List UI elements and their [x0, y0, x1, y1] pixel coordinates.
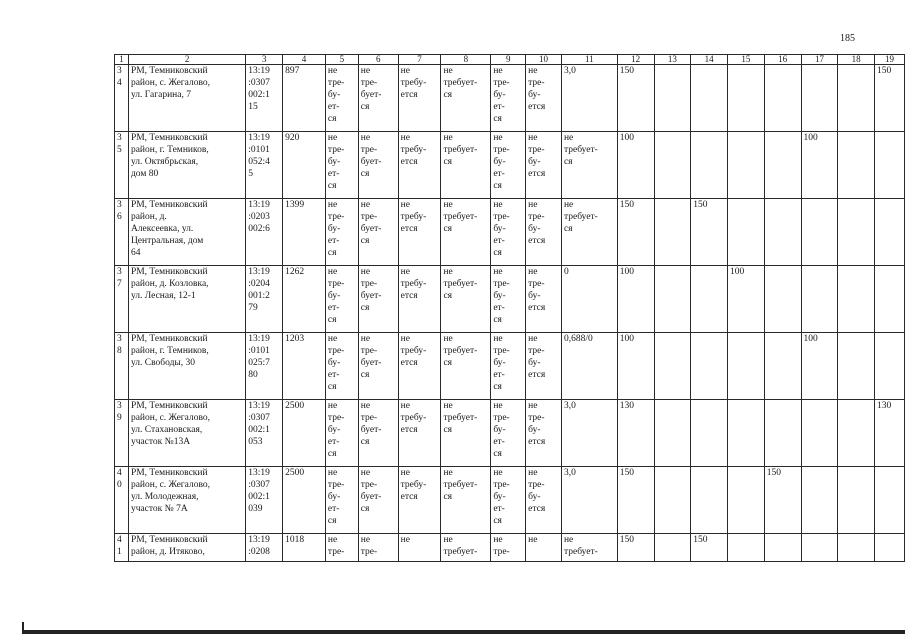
- header-row: [115, 55, 905, 65]
- table-cell: РМ, Темниковский район, г. Темников, ул. Свободы, 30: [128, 333, 245, 400]
- table-cell: [764, 132, 801, 199]
- header-cell: 1: [115, 55, 129, 65]
- table-cell: не тре- бу- ет- ся: [491, 467, 526, 534]
- header-cell: 6: [358, 55, 398, 65]
- table-cell: [691, 400, 728, 467]
- table-cell: не тре-: [358, 534, 398, 562]
- table-cell: 1203: [283, 333, 326, 400]
- header-cell: 14: [691, 55, 728, 65]
- table-cell: [764, 65, 801, 132]
- table-cell: [691, 266, 728, 333]
- header-cell: 12: [617, 55, 654, 65]
- table-cell: [838, 132, 875, 199]
- table-cell: [691, 132, 728, 199]
- header-cell: 13: [654, 55, 691, 65]
- table-cell: не тре- бует- ся: [358, 132, 398, 199]
- table-cell: 13:19 :0208: [246, 534, 283, 562]
- table-cell: не тре- бует- ся: [358, 266, 398, 333]
- table-cell: не требу- ется: [398, 333, 441, 400]
- table-cell: не тре- бу- ет- ся: [325, 333, 358, 400]
- table-cell: РМ, Темниковский район, д. Козловка, ул. Лесная, 12-1: [128, 266, 245, 333]
- table-cell: не тре- бу- ется: [526, 65, 562, 132]
- table-cell: [764, 199, 801, 266]
- table-cell: не тре- бует- ся: [358, 199, 398, 266]
- table-cell: [801, 199, 838, 266]
- header-cell: 4: [283, 55, 326, 65]
- table-cell: 1262: [283, 266, 326, 333]
- table-cell: не требует- ся: [441, 65, 491, 132]
- table-cell: не: [398, 534, 441, 562]
- table-cell: не требует- ся: [441, 132, 491, 199]
- table-cell: не тре-: [491, 534, 526, 562]
- table-cell: [838, 266, 875, 333]
- table-cell: 100: [727, 266, 764, 333]
- table-cell: 3 5: [115, 132, 129, 199]
- table-cell: 3,0: [561, 400, 617, 467]
- table-cell: не: [526, 534, 562, 562]
- table-cell: не тре- бу- ется: [526, 199, 562, 266]
- table-cell: не тре- бу- ется: [526, 400, 562, 467]
- header-cell: 9: [491, 55, 526, 65]
- header-cell: 5: [325, 55, 358, 65]
- table-cell: 13:19 :0307 002:1 15: [246, 65, 283, 132]
- header-cell: 18: [838, 55, 875, 65]
- table-cell: [801, 266, 838, 333]
- table-cell: не требу- ется: [398, 65, 441, 132]
- table-cell: не тре- бу- ет- ся: [491, 65, 526, 132]
- table-row: [115, 467, 905, 534]
- table-cell: 13:19 :0204 001:2 79: [246, 266, 283, 333]
- table-cell: [654, 400, 691, 467]
- table-cell: 4 0: [115, 467, 129, 534]
- table-cell: не тре- бу- ется: [526, 266, 562, 333]
- table-cell: 13:19 :0203 002:6: [246, 199, 283, 266]
- table-cell: РМ, Темниковский район, д. Алексеевка, ул. Центральная, дом 64: [128, 199, 245, 266]
- table-cell: 13:19 :0101 052:4 5: [246, 132, 283, 199]
- table-cell: [727, 65, 764, 132]
- table-cell: не требу- ется: [398, 467, 441, 534]
- table-cell: не тре- бу- ет- ся: [325, 400, 358, 467]
- table-cell: 13:19 :0307 002:1 039: [246, 467, 283, 534]
- table-cell: [727, 400, 764, 467]
- table-row: [115, 132, 905, 199]
- table-cell: не тре- бу- ет- ся: [325, 132, 358, 199]
- header-cell: 15: [727, 55, 764, 65]
- table-cell: [727, 199, 764, 266]
- table-cell: 130: [617, 400, 654, 467]
- table-cell: 150: [691, 534, 728, 562]
- table-cell: [838, 400, 875, 467]
- table-cell: РМ, Темниковский район, д. Итяково,: [128, 534, 245, 562]
- table-cell: не тре- бу- ется: [526, 333, 562, 400]
- table-cell: РМ, Темниковский район, г. Темников, ул. Октябрьская, дом 80: [128, 132, 245, 199]
- table-cell: [764, 266, 801, 333]
- table-cell: 100: [617, 132, 654, 199]
- table-cell: 150: [617, 65, 654, 132]
- table-cell: [801, 467, 838, 534]
- table-cell: 2500: [283, 467, 326, 534]
- table-cell: не требует- ся: [441, 333, 491, 400]
- header-cell: 19: [875, 55, 905, 65]
- table-cell: не тре- бу- ет- ся: [325, 266, 358, 333]
- table-cell: 150: [617, 467, 654, 534]
- table-cell: не требу- ется: [398, 132, 441, 199]
- table-cell: [875, 132, 905, 199]
- table-cell: не тре- бует- ся: [358, 333, 398, 400]
- table-cell: 3,0: [561, 65, 617, 132]
- table-cell: РМ, Темниковский район, с. Жегалово, ул. Гагарина, 7: [128, 65, 245, 132]
- table-cell: [875, 534, 905, 562]
- table-cell: [875, 199, 905, 266]
- table-cell: [654, 534, 691, 562]
- table-cell: [654, 65, 691, 132]
- table-cell: не требует- ся: [561, 199, 617, 266]
- data-table: [114, 54, 905, 562]
- table-cell: [875, 266, 905, 333]
- table-cell: 100: [801, 132, 838, 199]
- table-cell: не требует- ся: [441, 199, 491, 266]
- table-cell: не тре- бу- ет- ся: [491, 199, 526, 266]
- table-cell: [654, 199, 691, 266]
- table-cell: [838, 333, 875, 400]
- page-number: 185: [840, 33, 855, 44]
- table-cell: не требу- ется: [398, 266, 441, 333]
- table-row: [115, 400, 905, 467]
- table-cell: не требу- ется: [398, 400, 441, 467]
- table-cell: не требует-: [441, 534, 491, 562]
- table-cell: [727, 132, 764, 199]
- table-cell: [654, 266, 691, 333]
- table-cell: 130: [875, 400, 905, 467]
- table-cell: 1018: [283, 534, 326, 562]
- table-cell: 150: [691, 199, 728, 266]
- header-cell: 10: [526, 55, 562, 65]
- frame-bottom-edge: [22, 630, 905, 634]
- table-cell: [801, 534, 838, 562]
- table-cell: не требует- ся: [441, 400, 491, 467]
- table-cell: [691, 333, 728, 400]
- table-cell: не требует-: [561, 534, 617, 562]
- table-cell: 3 8: [115, 333, 129, 400]
- table-cell: не требует- ся: [441, 467, 491, 534]
- table-row: [115, 199, 905, 266]
- table-cell: РМ, Темниковский район, с. Жегалово, ул. Молодежная, участок № 7А: [128, 467, 245, 534]
- table-cell: [654, 132, 691, 199]
- header-cell: 8: [441, 55, 491, 65]
- table-cell: 3 7: [115, 266, 129, 333]
- table-cell: не тре- бу- ет- ся: [491, 132, 526, 199]
- table-cell: не тре- бу- ет- ся: [325, 467, 358, 534]
- table-cell: 897: [283, 65, 326, 132]
- table-cell: [727, 333, 764, 400]
- table-row: [115, 266, 905, 333]
- table-cell: не тре- бу- ет- ся: [491, 266, 526, 333]
- table-cell: [838, 65, 875, 132]
- header-cell: 11: [561, 55, 617, 65]
- table-cell: [727, 467, 764, 534]
- header-cell: 17: [801, 55, 838, 65]
- header-cell: 3: [246, 55, 283, 65]
- table-cell: не тре- бу- ет- ся: [491, 400, 526, 467]
- table-cell: 3 4: [115, 65, 129, 132]
- table-cell: [875, 333, 905, 400]
- table-row: [115, 333, 905, 400]
- table-cell: 150: [617, 199, 654, 266]
- table-row: [115, 534, 905, 562]
- table-cell: [838, 467, 875, 534]
- table-cell: [875, 467, 905, 534]
- table-cell: [801, 400, 838, 467]
- table-cell: не требу- ется: [398, 199, 441, 266]
- table-cell: не тре- бу- ет- ся: [325, 199, 358, 266]
- table-cell: не тре- бует- ся: [358, 467, 398, 534]
- table-cell: не тре- бу- ет- ся: [325, 65, 358, 132]
- table-cell: 1399: [283, 199, 326, 266]
- table-cell: [691, 65, 728, 132]
- table-cell: 920: [283, 132, 326, 199]
- table-cell: РМ, Темниковский район, с. Жегалово, ул. Стахановская, участок №13А: [128, 400, 245, 467]
- table-cell: не требует- ся: [561, 132, 617, 199]
- table-cell: не тре- бу- ется: [526, 467, 562, 534]
- table-cell: 2500: [283, 400, 326, 467]
- table-row: [115, 65, 905, 132]
- table-cell: 13:19 :0101 025:7 80: [246, 333, 283, 400]
- header-cell: 16: [764, 55, 801, 65]
- table-cell: 3,0: [561, 467, 617, 534]
- table-cell: [691, 467, 728, 534]
- header-cell: 2: [128, 55, 245, 65]
- table-cell: 100: [617, 333, 654, 400]
- table-cell: [654, 333, 691, 400]
- table-cell: 0: [561, 266, 617, 333]
- table-cell: 3 9: [115, 400, 129, 467]
- table-cell: не тре- бует- ся: [358, 400, 398, 467]
- table-cell: [727, 534, 764, 562]
- table-cell: 100: [801, 333, 838, 400]
- table-cell: [801, 65, 838, 132]
- table-cell: 150: [764, 467, 801, 534]
- table-cell: 4 1: [115, 534, 129, 562]
- table-cell: [764, 534, 801, 562]
- table-cell: [764, 333, 801, 400]
- table-cell: не тре- бу- ется: [526, 132, 562, 199]
- table-cell: не тре- бует- ся: [358, 65, 398, 132]
- table-cell: 150: [875, 65, 905, 132]
- header-cell: 7: [398, 55, 441, 65]
- table-cell: не требует- ся: [441, 266, 491, 333]
- table-cell: 0,688/0: [561, 333, 617, 400]
- table-cell: не тре- бу- ет- ся: [491, 333, 526, 400]
- table-cell: 100: [617, 266, 654, 333]
- table-cell: [654, 467, 691, 534]
- table-cell: 3 6: [115, 199, 129, 266]
- table-cell: 150: [617, 534, 654, 562]
- table-cell: [838, 534, 875, 562]
- table-cell: 13:19 :0307 002:1 053: [246, 400, 283, 467]
- table-cell: не тре-: [325, 534, 358, 562]
- table-cell: [764, 400, 801, 467]
- table-cell: [838, 199, 875, 266]
